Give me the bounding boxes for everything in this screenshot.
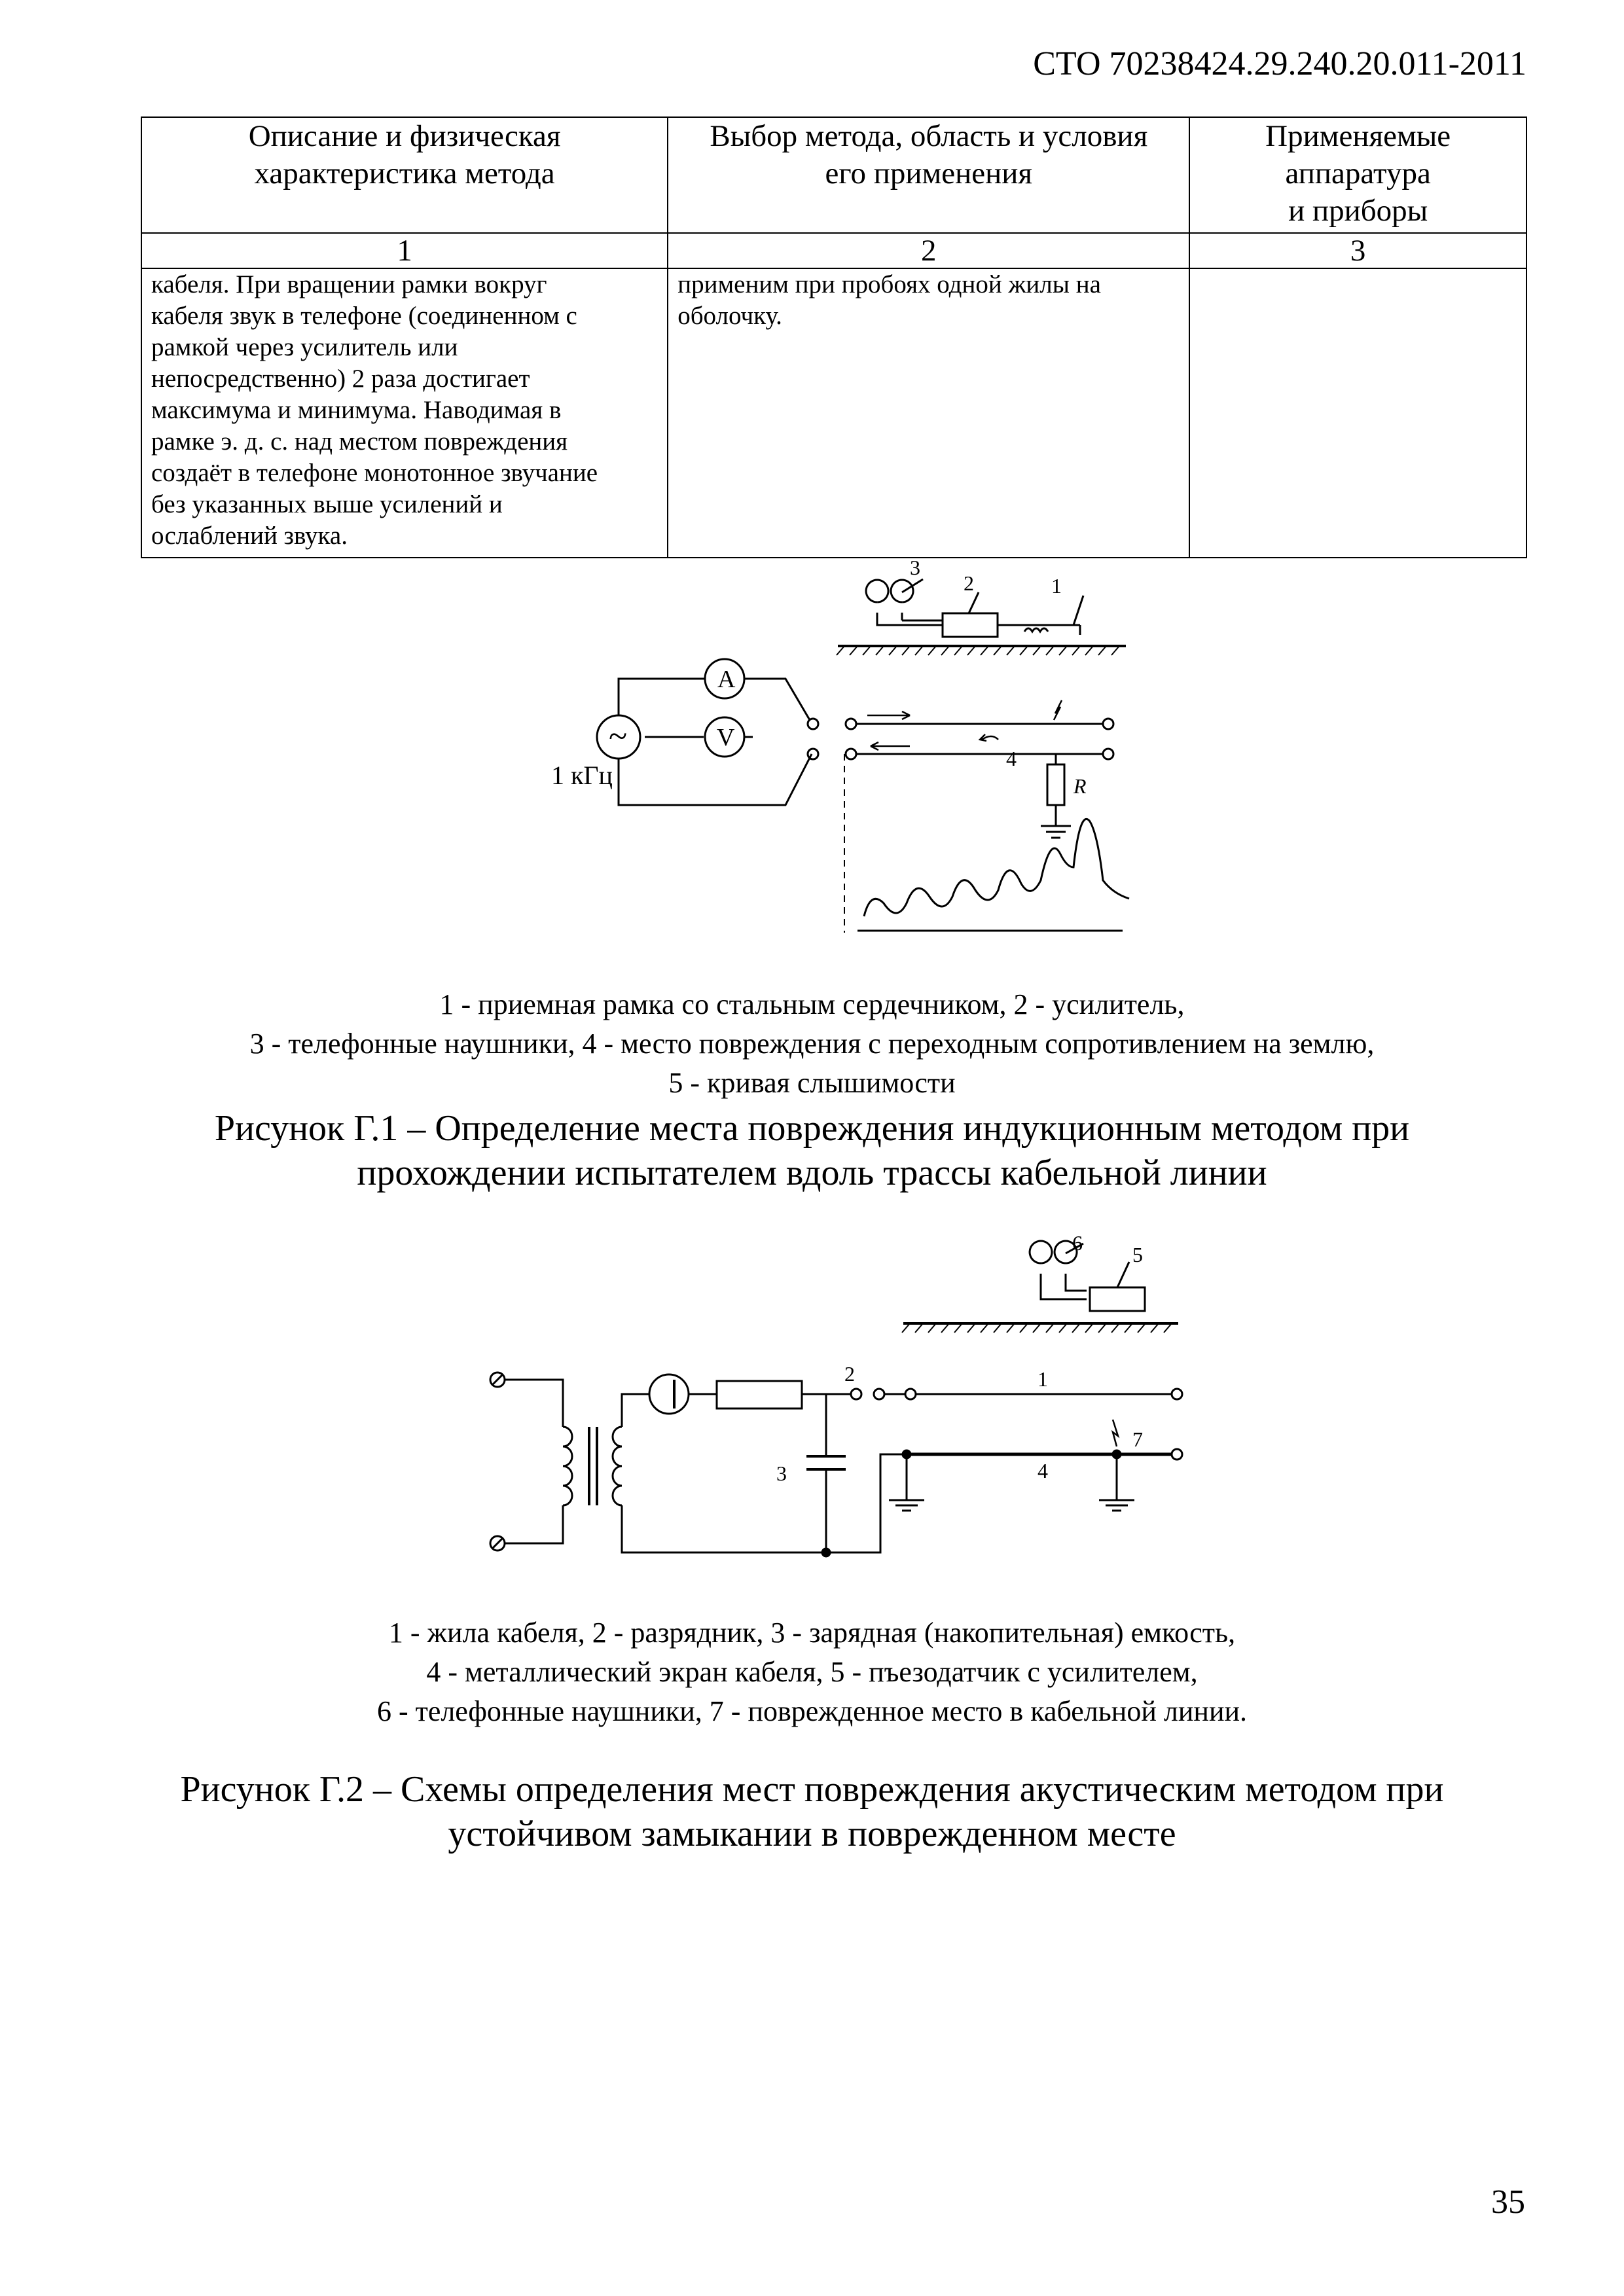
figure1-legend: 1 - приемная рамка со стальным сердечником, 2 - усилитель, 3 - телефонные наушники, 4 - место повреждения с переходным сопротивлением на землю, 5 - кривая слышимости — [249, 988, 1375, 1099]
document-code: СТО 70238424.29.240.20.011-2011 — [1033, 45, 1526, 82]
label-3: 3 — [776, 1462, 787, 1485]
fault-spark-icon — [1113, 1420, 1118, 1446]
label-5: 5 — [1132, 1243, 1143, 1266]
resistor-icon — [717, 1381, 802, 1408]
column-header-equipment: Применяемые аппаратура и приборы — [1189, 117, 1526, 233]
transformer-icon — [563, 1427, 572, 1505]
column-header-method-choice: Выбор метода, область и условия его применения — [668, 117, 1189, 233]
voltmeter-label: V — [717, 724, 735, 751]
label-4: 4 — [1006, 747, 1017, 770]
figure2-legend: 1 - жила кабеля, 2 - разрядник, 3 - зарядная (накопительная) емкость, 4 - металлический экран кабеля, 5 - пъезодатчик с усилителем, 6 - телефонные наушники, 7 - поврежденное место в кабельной линии. — [376, 1617, 1248, 1727]
figure2-caption: Рисунок Г.2 – Схемы определения мест повреждения акустическим методом при устойчивом замыкании в поврежденном месте — [180, 1769, 1444, 1854]
label-1: 1 — [1051, 574, 1062, 598]
column-number: 3 — [1189, 233, 1526, 268]
page-number: 35 — [1491, 2183, 1525, 2221]
label-r: R — [1074, 774, 1087, 798]
ac-symbol: ~ — [609, 718, 628, 755]
label-4: 4 — [1038, 1459, 1048, 1482]
figure1-caption: Рисунок Г.1 – Определение места повреждения индукционным методом при прохождении испытателем вдоль трассы кабельной линии — [214, 1108, 1410, 1193]
frequency-label: 1 кГц — [551, 761, 613, 790]
piezo-sensor-icon — [1090, 1287, 1145, 1311]
table-cell-method-choice: применим при пробоях одной жилы на оболочку. — [668, 268, 1189, 558]
label-6: 6 — [1072, 1231, 1083, 1255]
label-3: 3 — [910, 556, 920, 579]
spark-gap-icon — [851, 1389, 861, 1399]
label-2: 2 — [964, 571, 974, 595]
kenotron-icon — [649, 1374, 689, 1414]
column-number: 2 — [668, 233, 1189, 268]
column-number: 1 — [141, 233, 668, 268]
column-header-description: Описание и физическая характеристика метода — [141, 117, 668, 233]
table-cell-description: кабеля. При вращении рамки вокруг кабеля звук в телефоне (соединенном с рамкой через усилитель или непосредственно) 2 раза достигает максимума и минимума. Наводимая в рамке э. д. с. над местом повреждения создаёт в телефоне монотонное звучание без указанных выше усилений и ослаблений звука. — [141, 268, 668, 558]
label-1: 1 — [1038, 1367, 1048, 1391]
ammeter-label: A — [717, 666, 736, 693]
label-2: 2 — [844, 1362, 855, 1386]
label-7: 7 — [1132, 1427, 1143, 1451]
